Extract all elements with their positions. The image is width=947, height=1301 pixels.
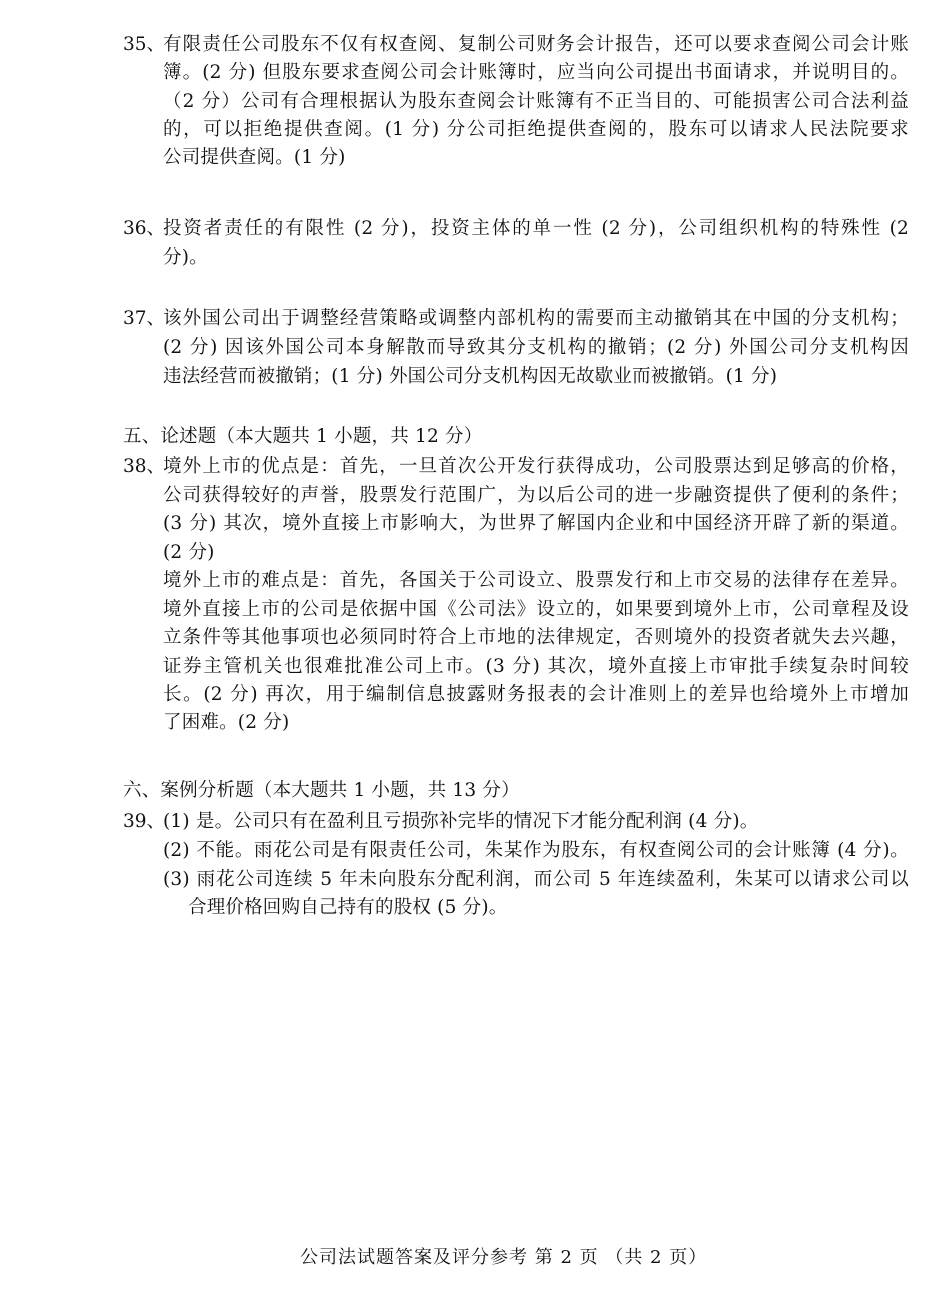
answer-line: (2 分) 因该外国公司本身解散而导致其分支机构的撤销；(2 分) 外国公司分支机构因 [163,337,909,358]
question-number: 38、 [123,456,166,477]
answer-line: 长。(2 分) 再次，用于编制信息披露财务报表的会计准则上的差异也给境外上市增加 [163,684,909,705]
answer-line: 合理价格回购自己持有的股权 (5 分)。 [188,897,508,918]
question-number: 37、 [123,308,166,329]
answer-line: 立条件等其他事项也必须同时符合上市地的法律规定，否则境外的投资者就失去兴趣， [163,627,909,648]
section-heading-6: 六、案例分析题（本大题共 1 小题，共 13 分） [123,780,520,801]
section-heading-5: 五、论述题（本大题共 1 小题，共 12 分） [123,426,483,447]
answer-line: 违法经营而被撤销；(1 分) 外国公司分支机构因无故歇业而被撤销。(1 分) [163,366,778,387]
answer-line: 境外上市的优点是：首先，一旦首次公开发行获得成功，公司股票达到足够高的价格， [163,456,909,477]
answer-line: 境外直接上市的公司是依据中国《公司法》设立的，如果要到境外上市，公司章程及设 [163,599,909,620]
answer-line: 境外上市的难点是：首先，各国关于公司设立、股票发行和上市交易的法律存在差异。 [163,570,909,591]
answer-line: 了困难。(2 分) [163,712,290,733]
answer-line: (2) 不能。雨花公司是有限责任公司，朱某作为股东，有权查阅公司的会计账簿 (4 分)。 [163,840,909,861]
answer-line: 证券主管机关也很难批准公司上市。(3 分) 其次，境外直接上市审批手续复杂时间较 [163,656,909,677]
answer-line: 投资者责任的有限性 (2 分)，投资主体的单一性 (2 分)，公司组织机构的特殊性 (2 [163,218,909,239]
answer-line: 簿。(2 分) 但股东要求查阅公司会计账簿时，应当向公司提出书面请求，并说明目的。 [163,62,909,83]
question-number: 36、 [123,218,166,239]
answer-line: 的，可以拒绝提供查阅。(1 分) 分公司拒绝提供查阅的，股东可以请求人民法院要求 [163,119,909,140]
answer-line: 公司获得较好的声誉，股票发行范围广，为以后公司的进一步融资提供了便利的条件； [163,485,909,506]
answer-line: （2 分）公司有合理根据认为股东查阅会计账簿有不正当目的、可能损害公司合法利益 [163,91,909,112]
answer-line: 公司提供查阅。(1 分) [163,147,346,168]
answer-line: (1) 是。公司只有在盈利且亏损弥补完毕的情况下才能分配利润 (4 分)。 [163,811,759,832]
page-footer: 公司法试题答案及评分参考 第 2 页 （共 2 页） [300,1247,708,1268]
answer-line: 有限责任公司股东不仅有权查阅、复制公司财务会计报告，还可以要求查阅公司会计账 [163,34,909,55]
answer-line: (3 分) 其次，境外直接上市影响大，为世界了解国内企业和中国经济开辟了新的渠道。 [163,513,909,534]
question-number: 35、 [123,34,166,55]
answer-line: 该外国公司出于调整经营策略或调整内部机构的需要而主动撤销其在中国的分支机构； [163,308,909,329]
answer-line: (3) 雨花公司连续 5 年未向股东分配利润，而公司 5 年连续盈利，朱某可以请求公司以 [163,869,909,890]
question-number: 39、 [123,811,166,832]
answer-line: 分)。 [163,247,208,268]
answer-line: (2 分) [163,542,215,563]
